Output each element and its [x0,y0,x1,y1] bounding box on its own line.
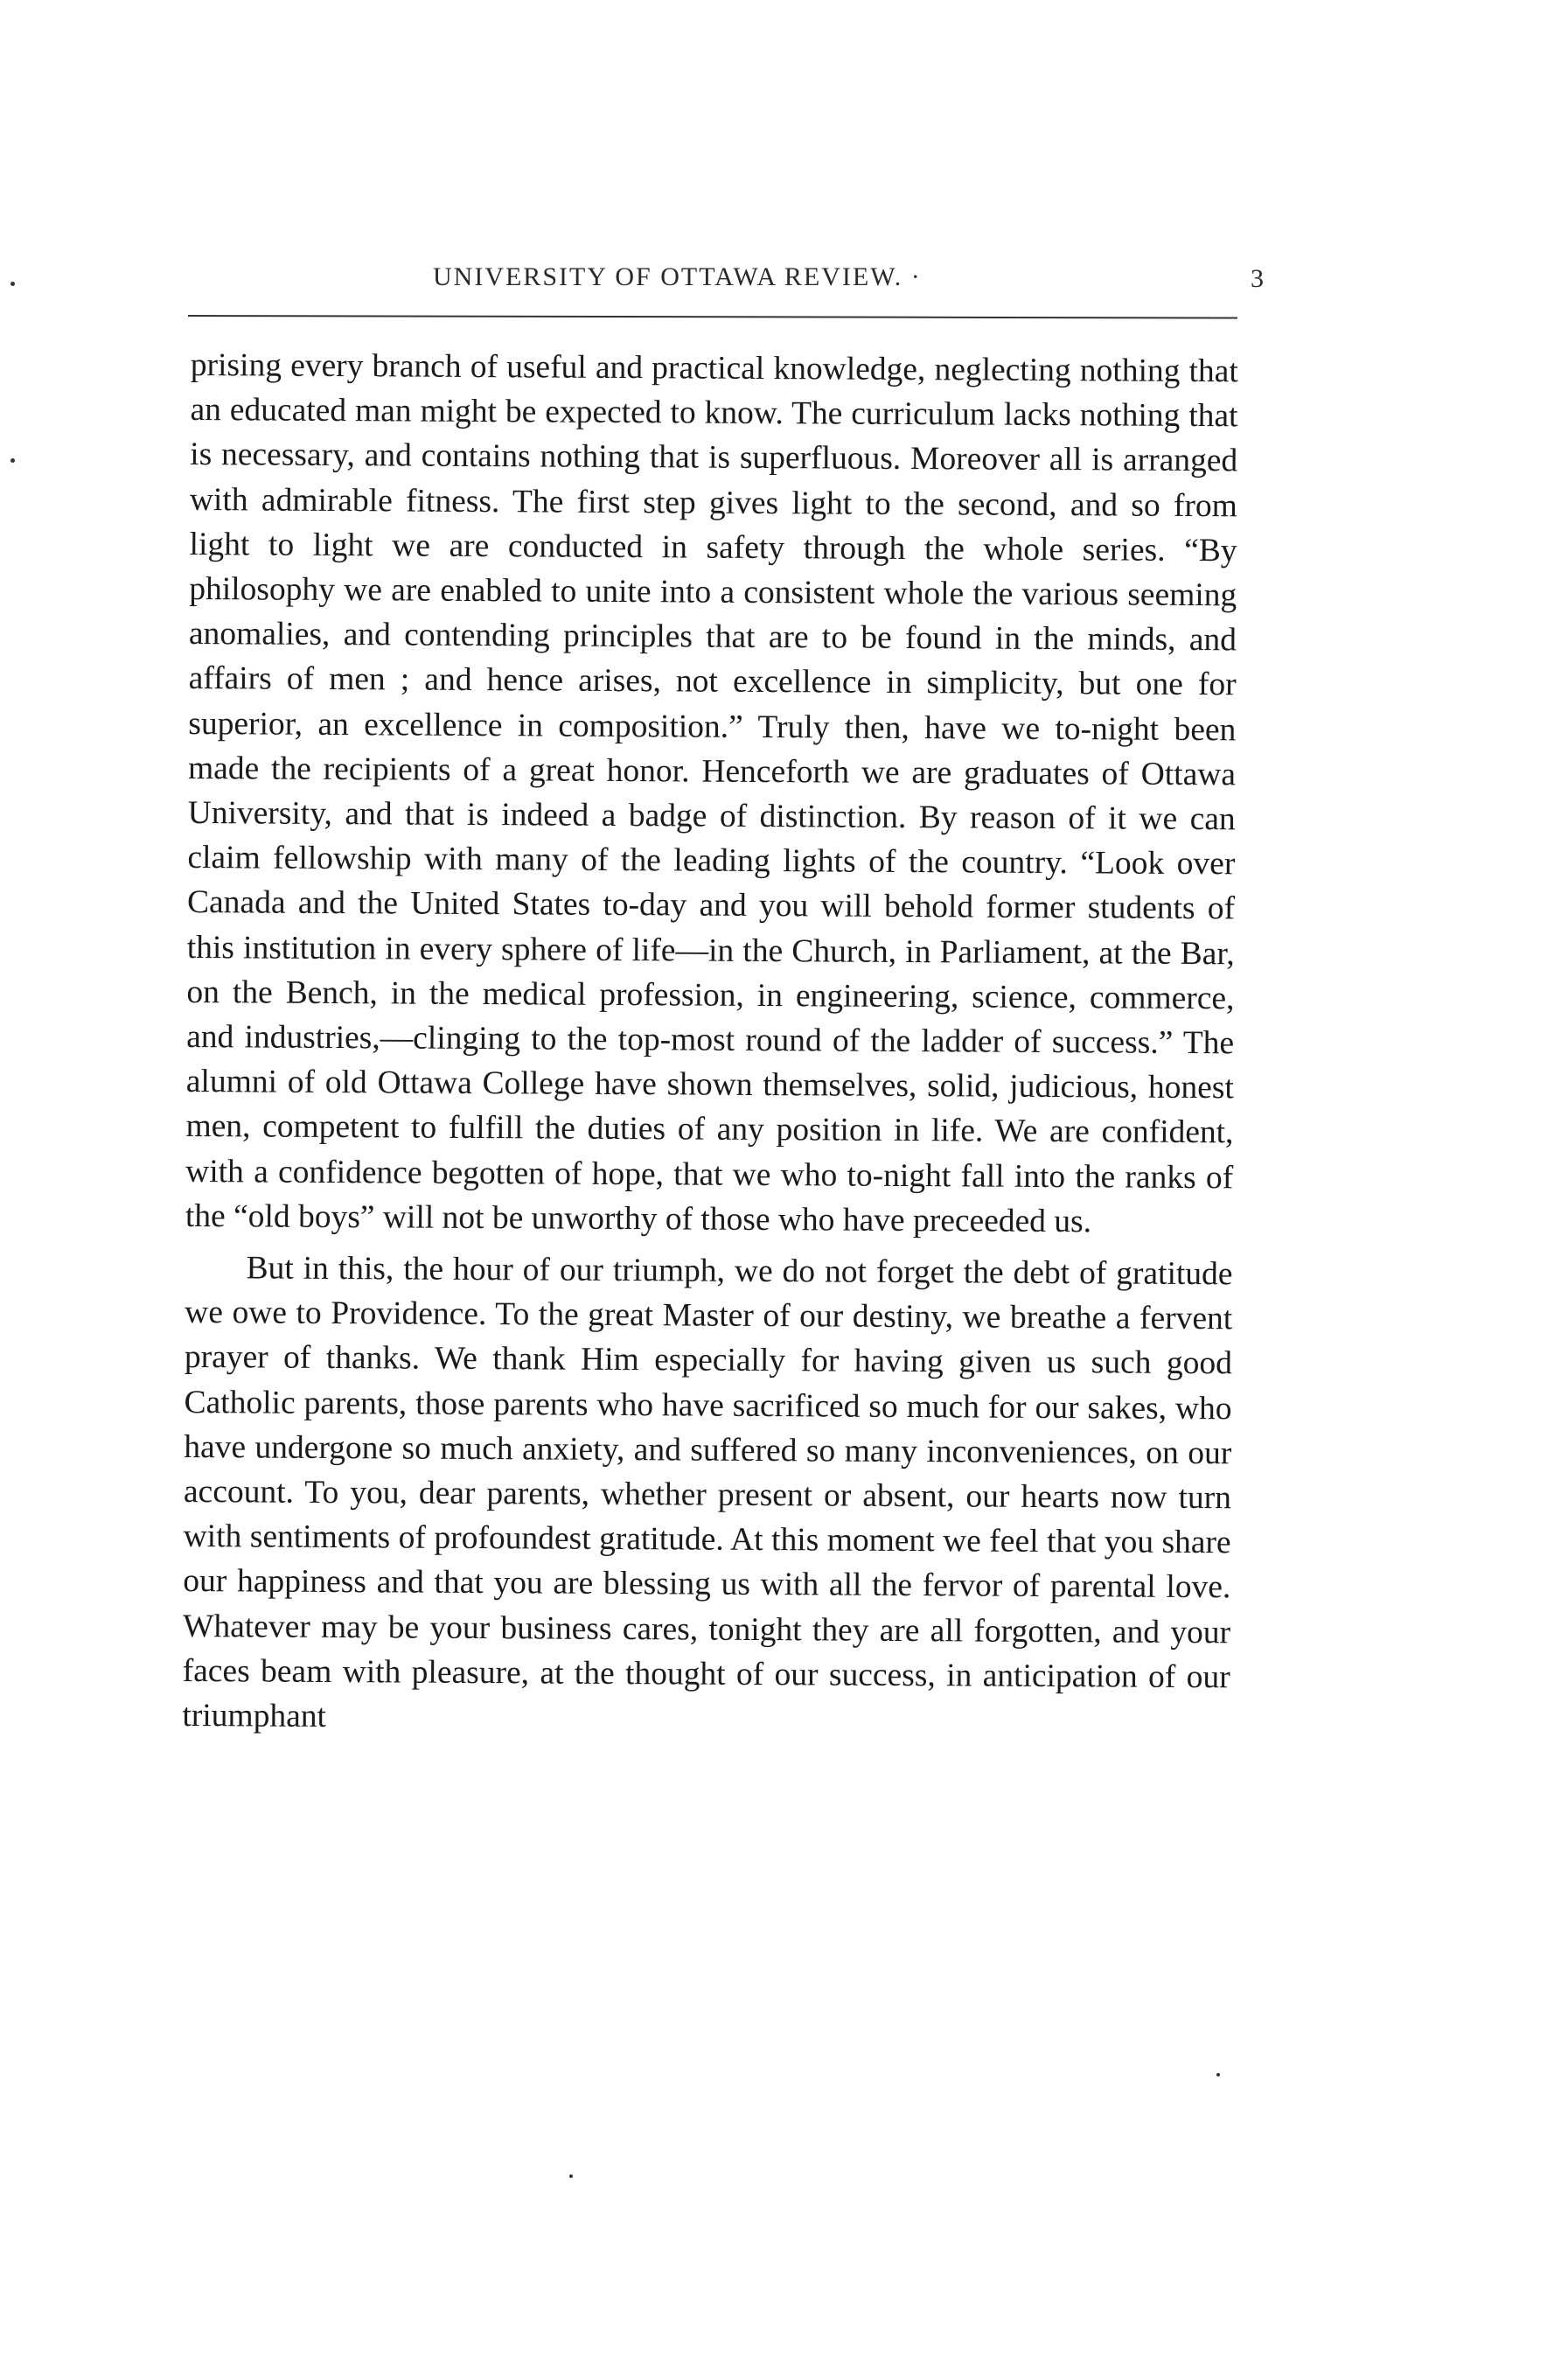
scan-speck [10,458,15,463]
header-rule [188,315,1237,319]
scan-speck [569,2174,573,2178]
body-text [182,343,1238,1745]
journal-title: UNIVERSITY OF OTTAWA REVIEW. · [433,262,922,291]
scan-speck [10,282,15,286]
paragraph-2: But in this, the hour of our triumph, we do not forget the debt of gratitude we owe to Providence. To the great Master of our destiny, we breathe a fervent prayer of thanks. We thank Him especially for having given us such good Catholic parents, those parents who have sacrificed so much for our sakes, who have undergone so much anxiety, and suffered so many inconveniences, on our account. To you, dear parents, whether present or absent, our hearts now turn with sentiments of profoundest gratitude. At this moment we feel that you share our happiness and that you are blessing us with all the fervor of parental love. Whatever may be your business cares, tonight they are all forgotten, and your faces beam with pleasure, at the thought of our success, in anticipation of our triumphant [182,1250,1233,1735]
scan-speck [1216,2073,1220,2076]
paragraph-1: prising every branch of useful and practical knowledge, neglecting nothing that an educated man might be expected to know. The curriculum lacks nothing that is necessary, and contains nothing that is superfluous. Moreover all is arranged with admirable fitness. The first step gives light to the second, and so from light to light we are conducted in safety through the whole series. “By philosophy we are enabled to unite into a consistent whole the various seeming anomalies, and contending principles that are to be found in the minds, and affairs of men ; and hence arises, not excellence in simplicity, but one for superior, an excellence in composition.” Truly then, have we to-night been made the recipients of a great honor. Henceforth we are graduates of Ottawa University, and that is indeed a badge of distinction. By reason of it we can claim fellowship with many of the leading lights of the country. “Look over Canada and the United States to-day and you will behold former students of this institution in every sphere of life—in the Church, in Parliament, at the Bar, on the Bench, in the medical profession, in engineering, science, commerce, and industries,—clinging to the top-most round of the ladder of success.” The alumni of old Ottawa College have shown themselves, solid, judicious, honest men, competent to fulfill the duties of any position in life. We are confident, with a confidence begotten of hope, that we who to-night fall into the ranks of the “old boys” will not be unworthy of those who have preceeded us. [185,346,1238,1240]
running-head [188,262,1264,297]
page-number: 3 [1251,264,1264,293]
